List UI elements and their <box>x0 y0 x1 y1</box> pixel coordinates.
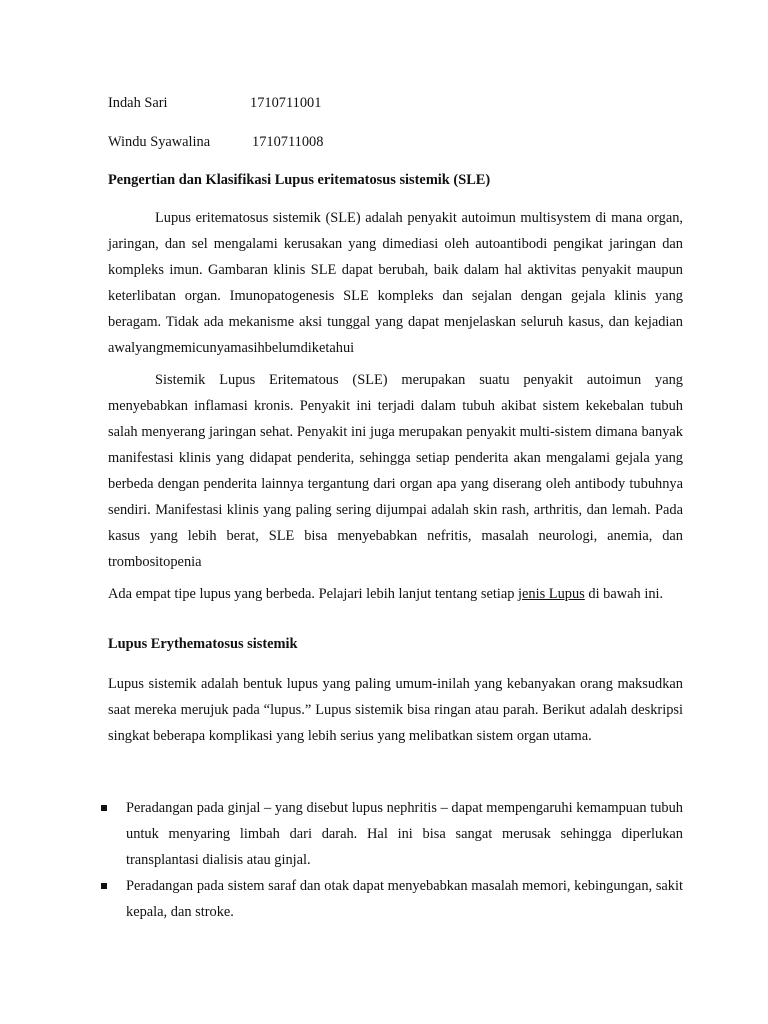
paragraph-lupus-types <box>108 581 683 607</box>
author-id: 1710711001 <box>250 95 322 111</box>
author-name: Indah Sari <box>108 95 168 111</box>
paragraph-sle-description: Sistemik Lupus Eritematous (SLE) merupakan suatu penyakit autoimun yang menyebabkan inflamasi kronis. Penyakit ini terjadi dalam tubuh akibat sistem kekebalan tubuh salah menyerang jaringan sehat. Penyakit ini juga merupakan penyakit multi-sistem dimana banyak manifestasi klinis yang didapat penderita, sehingga setiap penderita akan mengalami gejala yang berbeda dengan penderita lainnya tergantung dari organ apa yang diserang oleh antibody tubuhnya sendiri. Manifestasi klinis yang paling sering dijumpai adalah skin rash, arthritis, dan lemah. Pada kasus yang lebih berat, SLE bisa menyebabkan nefritis, masalah neurologi, anemia, dan trombositopenia <box>108 372 683 570</box>
square-bullet-icon <box>101 883 107 889</box>
paragraph-sle-definition: Lupus eritematosus sistemik (SLE) adalah penyakit autoimun multisystem di mana organ, jaringan, dan sel mengalami kerusakan yang dimediasi oleh autoantibodi pengikat jaringan dan kompleks imun. Gambaran klinis SLE dapat berubah, baik dalam hal aktivitas penyakit maupun keterlibatan organ. Imunopatogenesis SLE kompleks dan sejalan dengan gejala klinis yang beragam. Tidak ada mekanisme aksi tunggal yang dapat menjelaskan seluruh kasus, dan kejadian awalyangmemicunyamasihbelumdiketahui <box>108 210 683 356</box>
list-item-text: Peradangan pada ginjal – yang disebut lupus nephritis – dapat mempengaruhi kemampuan tubuh untuk menyaring limbah dari darah. Hal ini bisa sangat merusak sehingga diperlukan transplantasi dialisis atau ginjal. <box>126 800 683 868</box>
paragraph-systemic-lupus: Lupus sistemik adalah bentuk lupus yang paling umum-inilah yang kebanyakan orang maksudkan saat mereka merujuk pada “lupus.” Lupus sistemik bisa ringan atau parah. Berikut adalah deskripsi singkat beberapa komplikasi yang lebih serius yang melibatkan sistem organ utama. <box>108 676 683 744</box>
paragraph-lupus-types-text: Ada empat tipe lupus yang berbeda. Pelajari lebih lanjut tentang setiap <box>108 586 519 602</box>
list-item-text: Peradangan pada sistem saraf dan otak dapat menyebabkan masalah memori, kebingungan, sakit kepala, dan stroke. <box>126 878 683 920</box>
square-bullet-icon <box>101 805 107 811</box>
author-id: 1710711008 <box>252 134 324 150</box>
document-title: Pengertian dan Klasifikasi Lupus eritematosus sistemik (SLE) <box>108 172 491 188</box>
author-name: Windu Syawalina <box>108 134 211 150</box>
section-heading: Lupus Erythematosus sistemik <box>108 636 298 652</box>
paragraph-lupus-types-text-end: di bawah ini. <box>584 586 664 602</box>
jenis-lupus-link[interactable]: jenis Lupus <box>518 586 585 602</box>
